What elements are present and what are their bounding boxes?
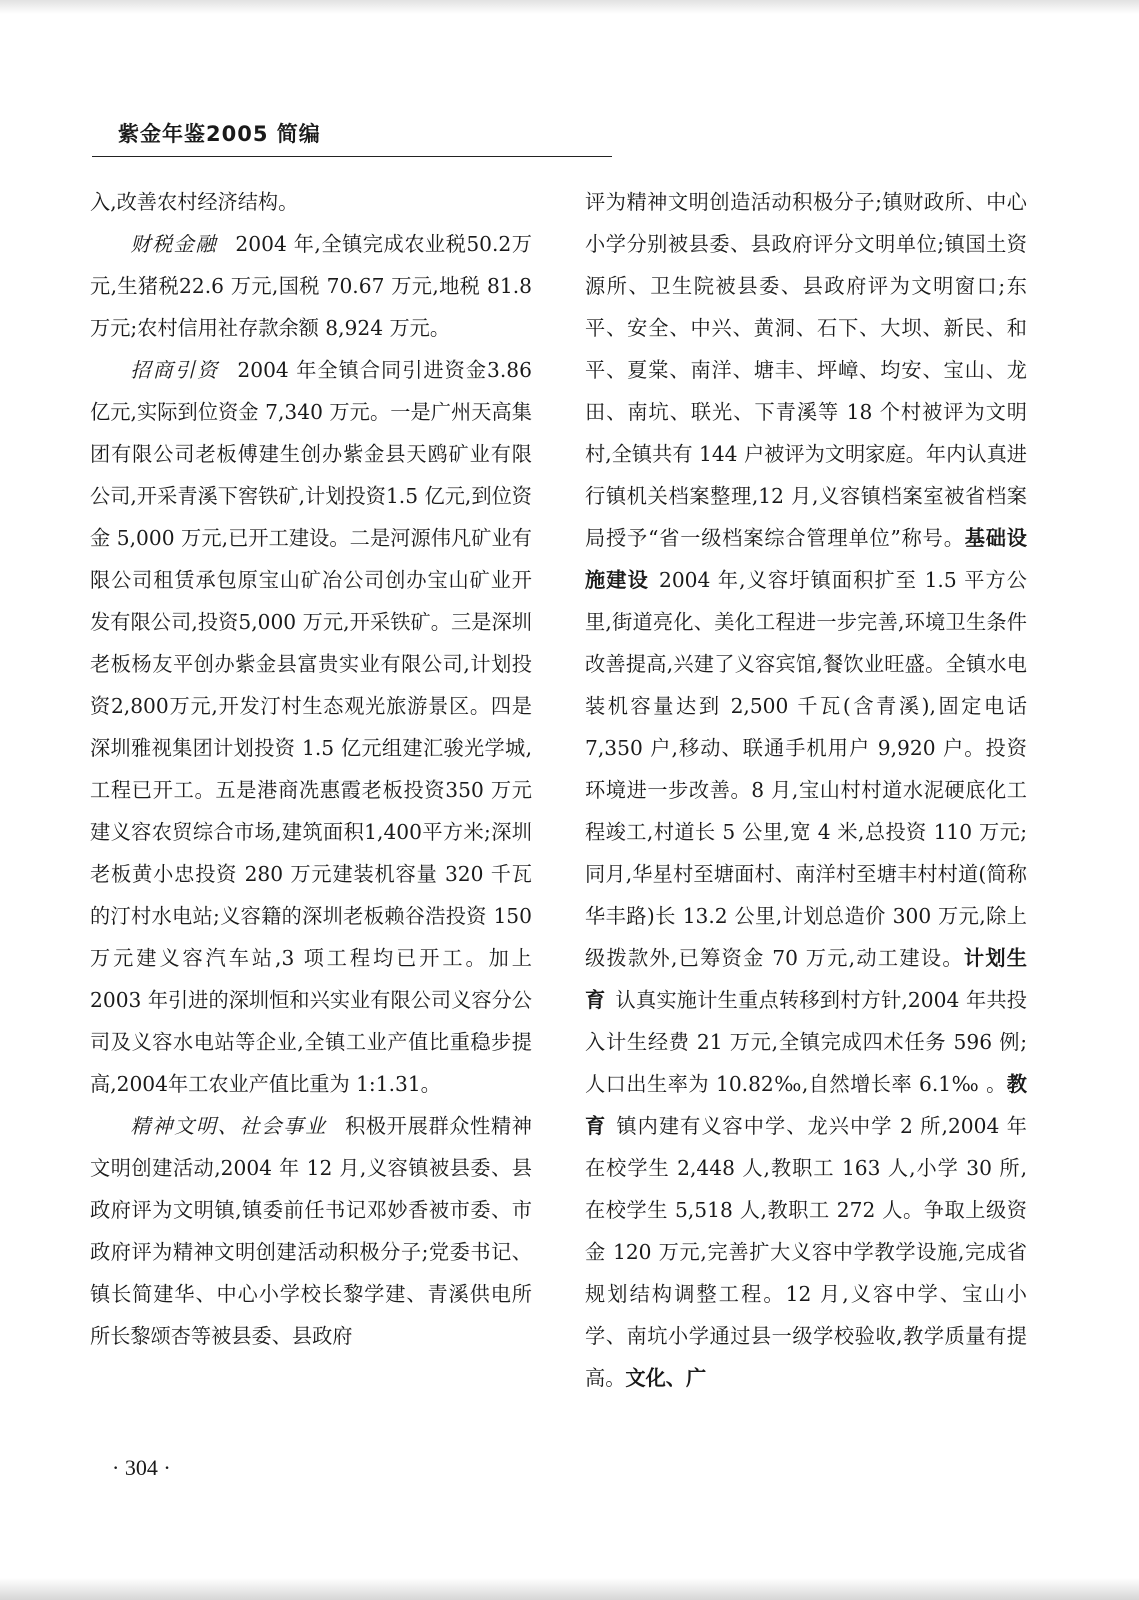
header-rule xyxy=(92,156,612,157)
scan-top-edge xyxy=(0,0,1139,14)
section-heading-family-planning: 计划生育 xyxy=(585,946,1027,1012)
left-column xyxy=(90,181,532,1461)
section-heading-education: 教育 xyxy=(585,1072,1027,1138)
scan-bottom-edge xyxy=(0,1578,1139,1600)
page-number: · 304 · xyxy=(112,1455,171,1480)
section-heading-culture: 文化、广 xyxy=(625,1366,707,1390)
section-heading-civilization: 精神文明、社会事业 xyxy=(130,1114,327,1138)
paragraph-finance-text: 2004 年,全镇完成农业税50.2万元,生猪税22.6 万元,国税 70.67 万元,地税 81.8 万元;农村信用社存款余额 8,924 万元。 xyxy=(90,232,532,340)
text-education: 镇内建有义容中学、龙兴中学 2 所,2004 年在校学生 2,448 人,教职工 163 人,小学 30 所,在校学生 5,518 人,教职工 272 人。争取上级资金 120 万元,完善扩大义容中学教学设施,完成省规划结构调整工程。12 月,义容中学、宝山小学、南坑小学通过县一级学校验收,教学质量有提高。 xyxy=(585,1114,1027,1390)
paragraph-investment xyxy=(90,349,532,1105)
right-column xyxy=(585,181,1027,1461)
paragraph-investment-text: 2004 年全镇合同引进资金3.86亿元,实际到位资金 7,340 万元。一是广州天高集团有限公司老板傅建生创办紫金县天鸥矿业有限公司,开采青溪下窖铁矿,计划投资1.5 亿元,到位资金 5,000 万元,已开工建设。二是河源伟凡矿业有限公司租赁承包原宝山矿冶公司创办宝山矿业开发有限公司,投资5,000 万元,开采铁矿。三是深圳老板杨友平创办紫金县富贵实业有限公司,计划投资2,800万元,开发汀村生态观光旅游景区。四是深圳雅视集团计划投资 1.5 亿元组建汇骏光学城,工程已开工。五是港商冼惠霞老板投资350 万元建义容农贸综合市场,建筑面积1,400平方米;深圳老板黄小忠投资 280 万元建装机容量 320 千瓦的汀村水电站;义容籍的深圳老板赖谷浩投资 150 万元建义容汽车站,3 项工程均已开工。加上 2003 年引进的深圳恒和兴实业有限公司义容分公司及义容水电站等企业,全镇工业产值比重稳步提高,2004年工农业产值比重为 1:1.31。 xyxy=(90,358,532,1096)
paragraph-civilization xyxy=(90,1105,532,1357)
text-infrastructure: 2004 年,义容圩镇面积扩至 1.5 平方公里,街道亮化、美化工程进一步完善,环境卫生条件改善提高,兴建了义容宾馆,餐饮业旺盛。全镇水电装机容量达到 2,500 千瓦(含青溪),固定电话 7,350 户,移动、联通手机用户 9,920 户。投资环境进一步改善。8 月,宝山村村道水泥硬底化工程竣工,村道长 5 公里,宽 4 米,总投资 110 万元;同月,华星村至塘面村、南洋村至塘丰村村道(简称华丰路)长 13.2 公里,计划总造价 300 万元,除上级拨款外,已筹资金 70 万元,动工建设。 xyxy=(585,568,1027,970)
paragraph-civilization-text: 积极开展群众性精神文明创建活动,2004 年 12 月,义容镇被县委、县政府评为文明镇,镇委前任书记邓妙香被市委、市政府评为精神文明创建活动积极分子;党委书记、镇长简建华、中心小学校长黎学建、青溪供电所所长黎颂杏等被县委、县政府 xyxy=(90,1114,532,1348)
running-header xyxy=(92,118,612,157)
section-heading-infrastructure: 基础设施建设 xyxy=(585,526,1027,592)
paragraph-right xyxy=(585,181,1027,1399)
section-heading-finance: 财税金融 xyxy=(130,232,218,256)
text-family-planning: 认真实施计生重点转移到村方针,2004 年共投入计生经费 21 万元,全镇完成四术任务 596 例;人口出生率为 10.82‰,自然增长率 6.1‰ 。 xyxy=(585,988,1027,1096)
paragraph-finance xyxy=(90,223,532,349)
text-civilization-continued: 评为精神文明创造活动积极分子;镇财政所、中心小学分别被县委、县政府评分文明单位;镇国土资源所、卫生院被县委、县政府评为文明窗口;东平、安全、中兴、黄洞、石下、大坝、新民、和平、夏棠、南洋、塘丰、坪嶂、均安、宝山、龙田、南坑、联光、下青溪等 18 个村被评为文明村,全镇共有 144 户被评为文明家庭。年内认真进行镇机关档案整理,12 月,义容镇档案室被省档案局授予“省一级档案综合管理单位”称号。 xyxy=(585,190,1027,550)
section-heading-investment: 招商引资 xyxy=(130,358,220,382)
paragraph-continuation: 入,改善农村经济结构。 xyxy=(90,190,299,214)
header-title: 紫金年鉴2005 简编 xyxy=(118,122,321,146)
